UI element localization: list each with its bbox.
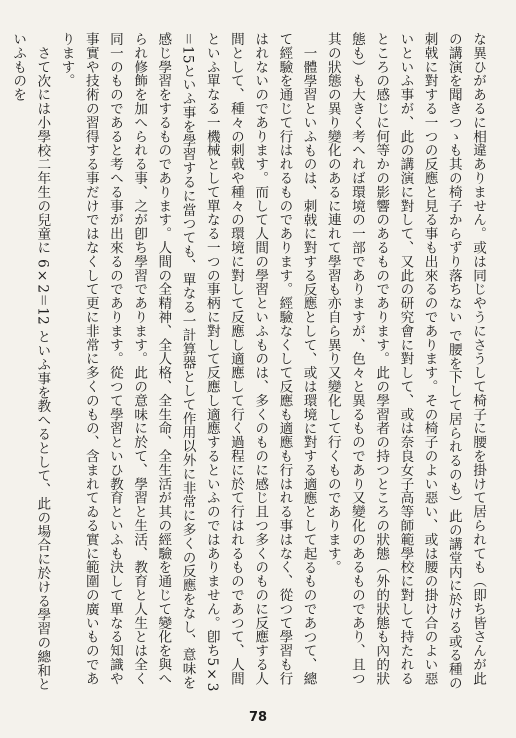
vertical-text-body (10, 32, 490, 696)
paragraph-1: な異ひがあるに相違ありません。或は同じやうにさうして椅子に腰を掛けて居られても（即ち皆さんが此の講演を聞きつゝも其の椅子からずり落ちない で腰を下して居られるのも）此の講堂内に於ける或る種の刺戟に對する一つの反應と見る事も出來るのであります。その椅子のよい惡い、或は腰の掛け合のよい惡いといふ事が、此の講演に對して、又此の研究會に對して、或は奈良女子高等師範學校に對して持たれるところの感じに何等かの影響のあるものであります。此の學習者の持つところの狀態（外的狀態も內的狀態も）も大きく考へれば環境の一部でありますが、色々と異るものであり又變化のあるものであり、且つ其の狀態の異り變化のあるに連れて學習も亦自ら異り又變化して行くものであります。 (324, 32, 486, 690)
paragraph-2: 一體學習といふものは、刺戟に對する反應として、或は環境に對する適應として起るものであつて、總て經驗を通じて行はれるものであります。經驗なくして反應も適應も行はれる事はなく、從つて學習も行はれないのであります。而して人間の學習といふものは、多くのものに感じ且つ多くのものに反應する人間として、種々の刺戟や種々の環境に對して反應し適應して行く過程に於て行はれるものであつて、人間といふ單なる一機械として單なる一つの事柄に對して反應し適應するといふのではありません。卽ち5×3＝15といふ事を學習するに當つても、單なる一計算器として作用以外に非常に多くの反應をなし、意味を感じ學習をするものであります。人間の全精神、全人格、全生命、全生活が其の經驗を通じて變化を與へられ修飾を加へられる事、之が卽ち學習であります。此の意味に於て、學習と生活、教育と人生とは全く同一のものであると考へる事が出來るのであります。從つて學習といひ教育といふも決して單なる知識や事實や技術の習得する事だけではなくして更に非常に多くのもの、含まれてゐる實に範圍の廣いものであります。 (58, 32, 317, 692)
page-number: 78 (248, 710, 268, 725)
paragraph-3: さて次には小學校二年生の兒童に 6×2＝12 といふ事を教へるとして、此の場合に於ける學習の總和といふものを (10, 32, 51, 691)
